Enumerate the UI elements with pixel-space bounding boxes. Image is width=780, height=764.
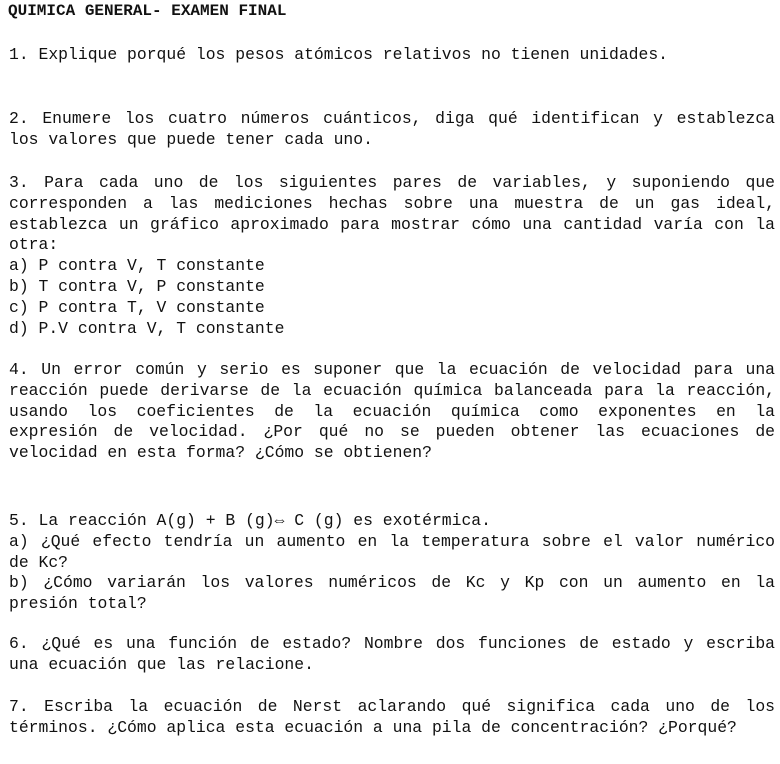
question-5-item-b: b) ¿Cómo variarán los valores numéricos de Kc y Kp con un aumento en la presión total? <box>9 573 775 614</box>
question-3-item-c: c) P contra T, V constante <box>9 297 265 317</box>
question-2 <box>9 109 775 151</box>
question-4-text: 4. Un error común y serio es suponer que la ecuación de velocidad para una reacción puede derivarse de la ecuación química balanceada para la reacción, usando los coeficientes de la ecuación química como exponentes en la expresión de velocidad. ¿Por qué no se pueden obtener las ecuaciones de velocidad en esta forma? ¿Cómo se obtienen? <box>9 360 775 463</box>
question-2-text: 2. Enumere los cuatro números cuánticos, diga qué identifican y establezca los valores que puede tener cada uno. <box>9 109 775 149</box>
question-3-item-b: b) T contra V, P constante <box>9 276 265 296</box>
question-5 <box>9 511 775 615</box>
question-7-text: 7. Escriba la ecuación de Nerst aclarando qué significa cada uno de los términos. ¿Cómo aplica esta ecuación a una pila de concentración? ¿Porqué? <box>9 697 775 737</box>
question-3 <box>9 173 775 339</box>
question-7 <box>9 697 775 739</box>
question-1 <box>9 45 775 66</box>
exam-title: QUIMICA GENERAL- EXAMEN FINAL <box>8 2 287 20</box>
question-3-text: 3. Para cada uno de los siguientes pares de variables, y suponiendo que corresponden a las mediciones hechas sobre una muestra de un gas ideal, establezca un gráfico aproximado para mostrar cómo una cantidad varía con la otra: <box>9 173 775 255</box>
question-5-item-a: a) ¿Qué efecto tendría un aumento en la temperatura sobre el valor numérico de Kc? <box>9 531 775 572</box>
question-3-item-a: a) P contra V, T constante <box>9 256 265 276</box>
question-5-text: 5. La reacción A(g) + B (g)⇔ C (g) es exotérmica. <box>9 511 491 530</box>
question-4 <box>9 360 775 464</box>
question-6-text: 6. ¿Qué es una función de estado? Nombre dos funciones de estado y escriba una ecuación que las relacione. <box>9 634 775 674</box>
question-1-text: 1. Explique porqué los pesos atómicos relativos no tienen unidades. <box>9 45 669 64</box>
question-3-item-d: d) P.V contra V, T constante <box>9 318 285 338</box>
question-6 <box>9 634 775 676</box>
